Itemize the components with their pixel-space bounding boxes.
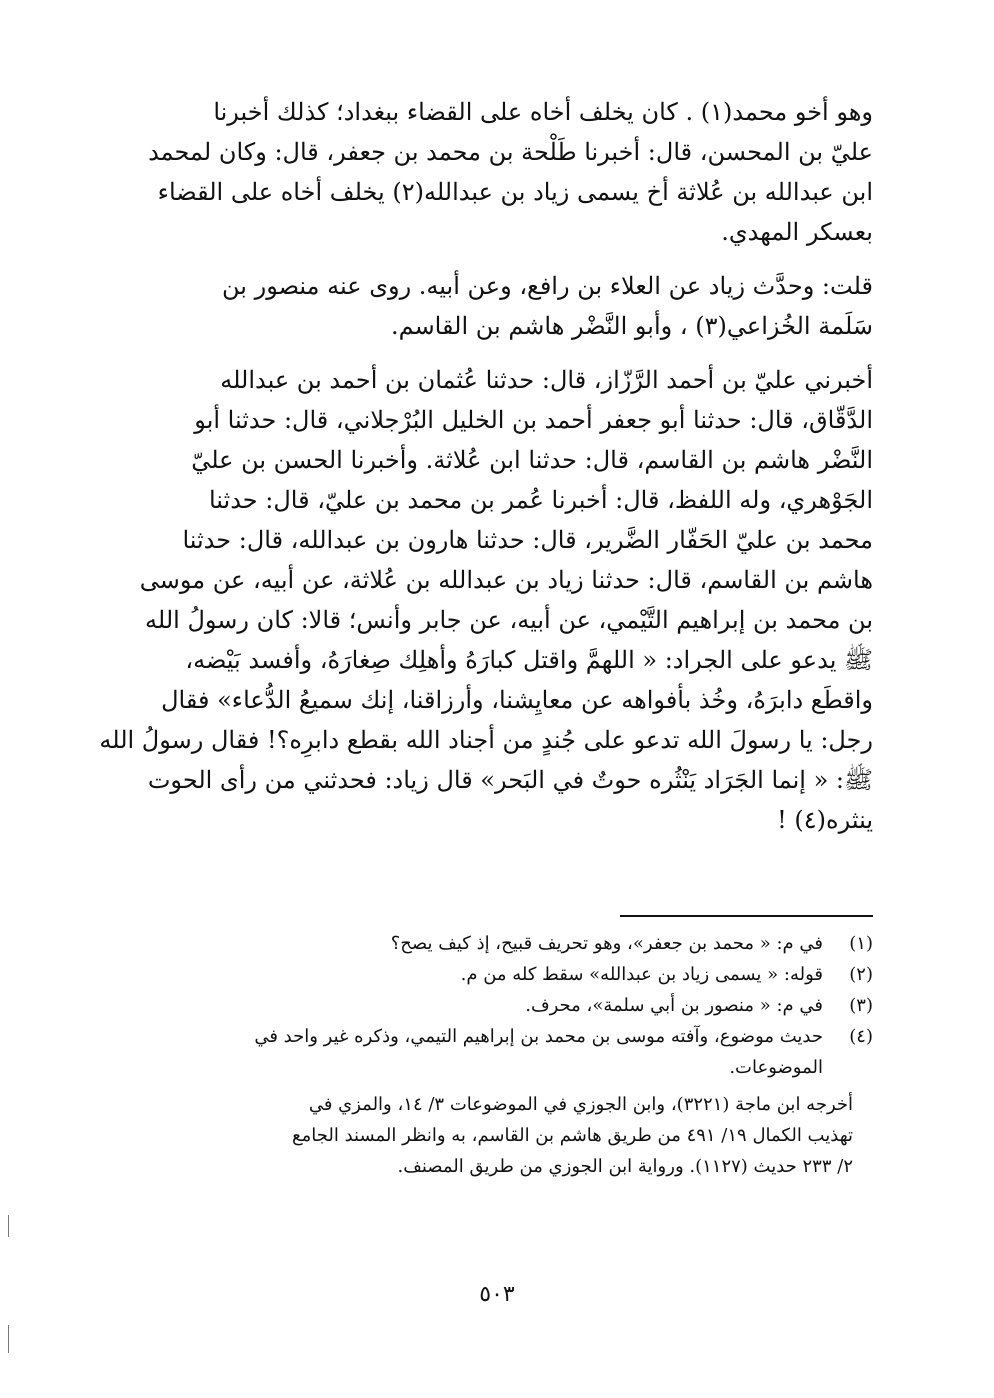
text-line: قلت: وحدَّث زياد عن العلاء بن رافع، وعن أبيه. روى عنه منصور بن <box>222 272 873 300</box>
footnotes <box>155 928 873 1182</box>
text-line: محمد بن عليّ الحَفّار الضَّرير، قال: حدثنا هارون بن عبدالله، قال: حدثنا <box>182 526 873 554</box>
footnote-4-continuation <box>155 1089 873 1182</box>
scan-edge-mark <box>8 1215 9 1237</box>
main-text <box>99 92 873 854</box>
footnote-text: في م: « محمد بن جعفر»، وهو تحريف قبيح، إذ كيف يصح؟ <box>390 933 823 954</box>
text-line: بن محمد بن إبراهيم التَّيْمي، عن أبيه، عن جابر وأنس؛ قالا: كان رسولُ الله <box>145 606 873 634</box>
page-number: ٥٠٣ <box>479 1282 515 1307</box>
footnote-number: (٤) <box>849 1026 873 1047</box>
footnote-text: حديث موضوع، وآفته موسى بن محمد بن إبراهيم التيمي، وذكره غير واحد في <box>254 1026 823 1047</box>
footnote-text: أخرجه ابن ماجة (٣٢٢١)، وابن الجوزي في الموضوعات ٣/ ١٤، والمزي في <box>308 1094 853 1115</box>
footnote-number: (١) <box>849 933 873 954</box>
text-line: الدَّقّاق، قال: حدثنا أبو جعفر أحمد بن الخليل البُرْجلاني، قال: حدثنا أبو <box>194 406 873 434</box>
text-line: ينثره(٤) ! <box>777 806 873 834</box>
text-line: أخبرني عليّ بن أحمد الرَّزّاز، قال: حدثنا عُثمان بن أحمد بن عبدالله <box>220 366 873 394</box>
footnote-text: في م: « منصور بن أبي سلمة»، محرف. <box>525 995 823 1016</box>
text-line: سَلَمة الخُزاعي(٣) ، وأبو النَّضْر هاشم بن القاسم. <box>390 312 873 340</box>
scan-edge-mark <box>8 1325 9 1353</box>
text-line: ﷺ يدعو على الجراد: « اللهمَّ واقتل كبارَهُ وأهلِك صِغارَهُ، وأفسد بَيْضه، <box>185 646 873 674</box>
text-line: بعسكر المهدي. <box>721 218 873 246</box>
text-line: عليّ بن المحسن، قال: أخبرنا طَلْحة بن محمد بن جعفر، قال: وكان لمحمد <box>148 138 873 166</box>
footnote-1 <box>155 928 873 959</box>
text-line: واقطَع دابرَهُ، وخُذ بأفواهه عن معايِشنا، وأرزاقنا، إنك سميعُ الدُّعاء» فقال <box>161 686 873 714</box>
footnote-2 <box>155 959 873 990</box>
text-line: هاشم بن القاسم، قال: حدثنا زياد بن عبدالله بن عُلاثة، عن أبيه، عن موسى <box>139 566 873 594</box>
text-line: النَّضْر هاشم بن القاسم، قال: حدثنا ابن عُلاثة. وأخبرنا الحسن بن عليّ <box>191 446 873 474</box>
footnote-text: قوله: « يسمى زياد بن عبدالله» سقط كله من م. <box>460 964 823 985</box>
text-line: الجَوْهري، وله اللفظ، قال: أخبرنا عُمر بن محمد بن عليّ، قال: حدثنا <box>208 486 873 514</box>
footnote-divider <box>620 915 873 917</box>
footnote-number: (٢) <box>849 964 873 985</box>
footnote-text: الموضوعات. <box>729 1057 823 1078</box>
footnote-3 <box>155 990 873 1021</box>
paragraph-2 <box>155 266 873 346</box>
footnote-number: (٣) <box>849 995 873 1016</box>
text-line: وهو أخو محمد(١) . كان يخلف أخاه على القضاء ببغداد؛ كذلك أخبرنا <box>213 98 873 126</box>
paragraph-1 <box>148 92 873 252</box>
text-line: ابن عبدالله بن عُلاثة أخ يسمى زياد بن عبدالله(٢) يخلف أخاه على القضاء <box>157 178 873 206</box>
paragraph-3 <box>99 360 873 840</box>
text-line: رجل: يا رسولَ الله تدعو على جُندٍ من أجناد الله بقطع دابرِه؟! فقال رسولُ الله <box>99 726 873 754</box>
footnote-text: ٢/ ٢٣٣ حديث (١١٢٧). ورواية ابن الجوزي من طريق المصنف. <box>397 1156 853 1177</box>
footnote-4 <box>155 1021 873 1083</box>
text-line: ﷺ: « إنما الجَرَاد يَنْثُره حوتٌ في البَحر» قال زياد: فحدثني من رأى الحوت <box>147 766 873 794</box>
footnote-text: تهذيب الكمال ١٩/ ٤٩١ من طريق هاشم بن القاسم، به وانظر المسند الجامع <box>292 1125 853 1146</box>
